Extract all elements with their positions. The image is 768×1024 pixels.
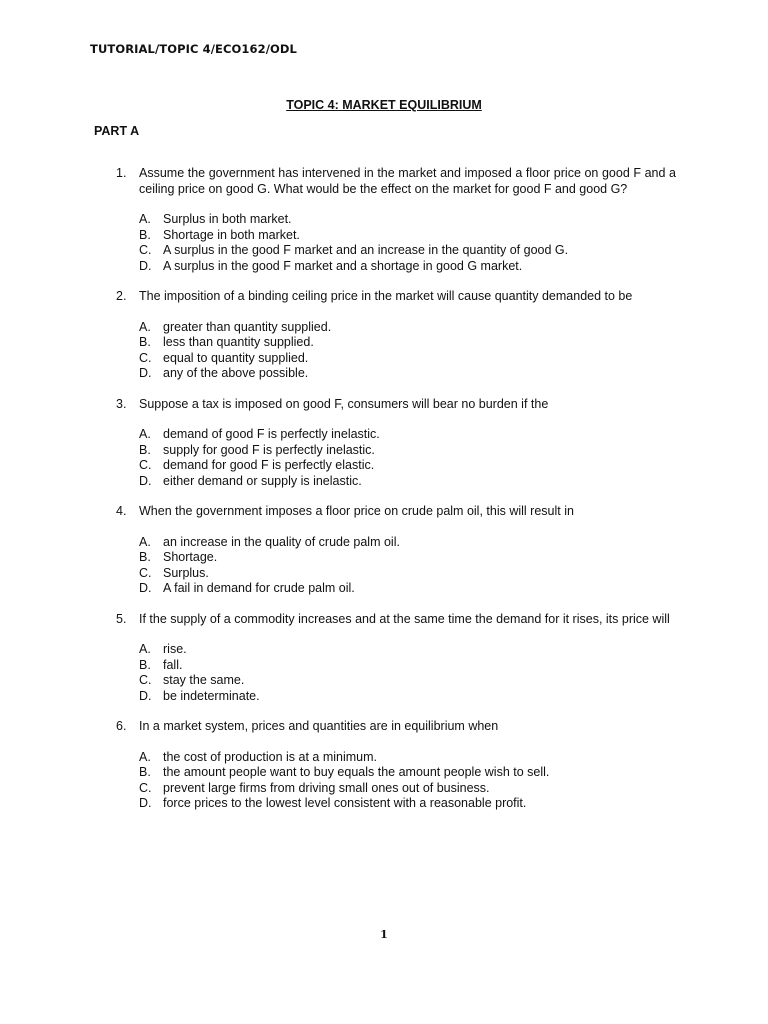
option-text: fall. <box>163 657 183 672</box>
option-text: either demand or supply is inelastic. <box>163 473 362 488</box>
question-body <box>139 612 676 705</box>
option-b <box>139 443 676 459</box>
option-letter: C. <box>139 673 152 687</box>
option-c <box>139 673 676 689</box>
option-text: demand for good F is perfectly elastic. <box>163 458 375 472</box>
option-a <box>139 427 676 443</box>
option-a <box>139 642 676 658</box>
option-text: A surplus in the good F market and a shortage in good G market. <box>163 258 523 273</box>
option-text: greater than quantity supplied. <box>163 319 332 334</box>
question-body <box>139 397 676 490</box>
option-text: Surplus in both market. <box>163 212 292 226</box>
question-number: 3. <box>116 396 127 411</box>
option-letter: D. <box>139 366 152 380</box>
question-text: If the supply of a commodity increases and at the same time the demand for it rises, its price will <box>139 611 670 626</box>
option-text: supply for good F is perfectly inelastic. <box>163 442 375 457</box>
question-body <box>139 719 676 812</box>
option-text: Shortage in both market. <box>163 227 300 242</box>
option-letter: A. <box>139 534 151 549</box>
question-text: In a market system, prices and quantities are in equilibrium when <box>139 719 499 733</box>
option-letter: D. <box>139 581 152 595</box>
option-letter: B. <box>139 657 151 672</box>
option-text: any of the above possible. <box>163 366 309 380</box>
option-text: the cost of production is at a minimum. <box>163 749 377 764</box>
option-d <box>139 259 676 275</box>
question-6 <box>94 719 676 812</box>
option-text: be indeterminate. <box>163 688 260 703</box>
option-letter: B. <box>139 227 151 242</box>
option-text: equal to quantity supplied. <box>163 350 309 365</box>
question-number: 6. <box>116 719 127 733</box>
question-number: 1. <box>116 166 127 180</box>
option-b <box>139 228 676 244</box>
option-letter: D. <box>139 258 152 273</box>
option-text: Shortage. <box>163 550 218 564</box>
option-b <box>139 765 676 781</box>
option-text: less than quantity supplied. <box>163 335 314 349</box>
option-d <box>139 581 676 597</box>
page-title: TOPIC 4: MARKET EQUILIBRIUM <box>286 98 482 112</box>
option-letter: C. <box>139 780 152 795</box>
option-text: A surplus in the good F market and an increase in the quantity of good G. <box>163 243 569 257</box>
option-letter: D. <box>139 688 152 703</box>
option-text: the amount people want to buy equals the amount people wish to sell. <box>163 765 550 779</box>
option-c <box>139 566 676 582</box>
question-number: 5. <box>116 611 127 626</box>
question-body <box>139 504 676 597</box>
option-letter: A. <box>139 427 151 441</box>
option-text: an increase in the quality of crude palm oil. <box>163 534 400 549</box>
question-3 <box>94 397 676 490</box>
question-text: The imposition of a binding ceiling price in the market will cause quantity demanded to be <box>139 289 633 303</box>
page-header: TUTORIAL/TOPIC 4/ECO162/ODL <box>90 42 297 56</box>
option-letter: C. <box>139 565 152 580</box>
question-5 <box>94 612 676 705</box>
option-c <box>139 351 676 367</box>
option-letter: A. <box>139 749 151 764</box>
option-text: rise. <box>163 642 187 656</box>
option-a <box>139 535 676 551</box>
question-body <box>139 166 676 274</box>
question-2 <box>94 289 676 382</box>
option-text: Surplus. <box>163 565 209 580</box>
option-b <box>139 550 676 566</box>
option-text: demand of good F is perfectly inelastic. <box>163 427 380 441</box>
option-c <box>139 243 676 259</box>
option-b <box>139 335 676 351</box>
option-a <box>139 750 676 766</box>
option-text: prevent large firms from driving small ones out of business. <box>163 780 490 795</box>
option-letter: C. <box>139 458 152 472</box>
question-text: Suppose a tax is imposed on good F, consumers will bear no burden if the <box>139 396 549 411</box>
option-letter: C. <box>139 243 152 257</box>
option-letter: A. <box>139 319 151 334</box>
option-letter: D. <box>139 796 152 810</box>
question-body <box>139 289 676 382</box>
question-number: 2. <box>116 289 127 303</box>
question-number: 4. <box>116 504 127 518</box>
option-d <box>139 796 676 812</box>
option-c <box>139 781 676 797</box>
option-text: A fail in demand for crude palm oil. <box>163 581 355 595</box>
question-list <box>94 166 676 827</box>
option-letter: C. <box>139 350 152 365</box>
option-c <box>139 458 676 474</box>
option-b <box>139 658 676 674</box>
option-a <box>139 320 676 336</box>
question-text: Assume the government has intervened in the market and imposed a floor price on good F and a ceiling price on good G. What would be the effect on the market for good F and good G? <box>139 166 676 196</box>
option-letter: B. <box>139 442 151 457</box>
part-label: PART A <box>94 124 140 138</box>
question-1 <box>94 166 676 274</box>
page-number: 1 <box>380 928 388 941</box>
option-letter: B. <box>139 550 151 564</box>
option-letter: D. <box>139 473 152 488</box>
option-d <box>139 366 676 382</box>
question-text: When the government imposes a floor price on crude palm oil, this will result in <box>139 504 574 518</box>
option-letter: B. <box>139 765 151 779</box>
option-d <box>139 474 676 490</box>
option-d <box>139 689 676 705</box>
option-letter: A. <box>139 642 151 656</box>
option-a <box>139 212 676 228</box>
option-letter: A. <box>139 212 151 226</box>
question-4 <box>94 504 676 597</box>
option-text: stay the same. <box>163 673 245 687</box>
option-letter: B. <box>139 335 151 349</box>
option-text: force prices to the lowest level consistent with a reasonable profit. <box>163 796 527 810</box>
